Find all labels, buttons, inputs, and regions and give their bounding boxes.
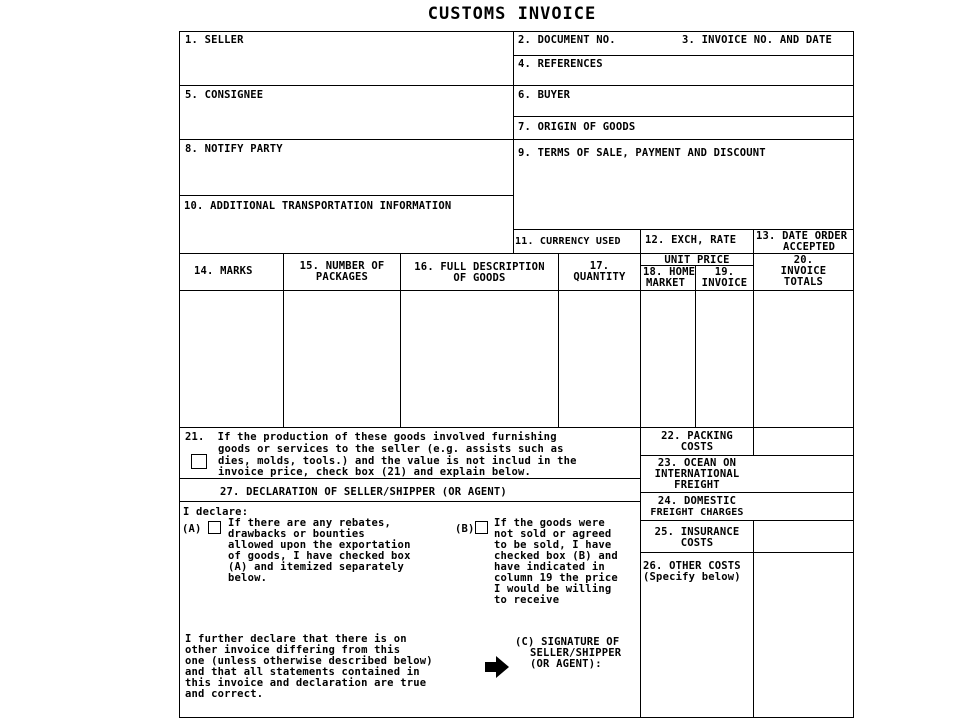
packages-header: 15. NUMBER OF — [299, 260, 385, 272]
option-a-line: of goods, I have checked box — [228, 550, 411, 562]
box21-line1: 21. If the production of these goods involved furnishing — [185, 431, 557, 443]
further-declare-line: and that all statements contained in — [185, 666, 420, 678]
further-declare-line: other invoice differing from this — [185, 644, 401, 656]
option-b-line: If the goods were — [494, 517, 605, 529]
date-order-accepted-label: ACCEPTED — [783, 241, 836, 253]
ocean-freight-label-2: INTERNATIONAL — [654, 468, 740, 480]
description-header: 16. FULL DESCRIPTION — [414, 261, 545, 273]
additional-transport-label: 10. ADDITIONAL TRANSPORTATION INFORMATION — [184, 200, 452, 212]
totals-header-2: INVOICE — [780, 265, 827, 277]
totals-header-3: TOTALS — [783, 276, 824, 288]
box21-checkbox[interactable] — [191, 454, 207, 469]
signature-label-2: SELLER/SHIPPER — [530, 647, 622, 659]
seller-label: 1. SELLER — [185, 34, 244, 46]
box21-line3: dies, molds, tools.) and the value is not includ in the — [218, 455, 577, 467]
option-b-checkbox[interactable] — [475, 521, 488, 534]
option-b-line: checked box (B) and — [494, 550, 618, 562]
further-declare-line: I further declare that there is on — [185, 633, 407, 645]
quantity-header: 17. — [589, 260, 610, 272]
option-a-line: allowed upon the exportation — [228, 539, 411, 551]
document-no-label: 2. DOCUMENT NO. — [518, 34, 616, 46]
consignee-label: 5. CONSIGNEE — [185, 89, 264, 101]
option-b-label: (B) — [455, 523, 475, 535]
option-a-line: If there are any rebates, — [228, 517, 392, 529]
terms-label: 9. TERMS OF SALE, PAYMENT AND DISCOUNT — [518, 147, 766, 159]
packages-header-2: PACKAGES — [315, 271, 369, 283]
totals-header: 20. — [793, 254, 814, 266]
box21-line2: goods or services to the seller (e.g. assists such as — [218, 443, 564, 455]
further-declare-line: this invoice and declaration are true — [185, 677, 427, 689]
marks-header: 14. MARKS — [194, 265, 253, 277]
origin-label: 7. ORIGIN OF GOODS — [518, 121, 636, 133]
other-costs-label-2: (Specify below) — [643, 571, 741, 583]
option-b-line: not sold or agreed — [494, 528, 612, 540]
home-market-header: 18. HOME — [643, 266, 696, 278]
home-market-header-2: MARKET — [646, 277, 686, 289]
currency-label: 11. CURRENCY USED — [515, 236, 621, 247]
quantity-header-2: QUANTITY — [573, 271, 626, 283]
exch-rate-label: 12. EXCH, RATE — [645, 234, 737, 246]
form-title: CUSTOMS INVOICE — [427, 4, 597, 24]
description-header-2: OF GOODS — [453, 272, 506, 284]
further-declare-line: and correct. — [185, 688, 264, 700]
option-b-line: to receive — [494, 594, 560, 606]
i-declare-label: I declare: — [183, 506, 249, 518]
notify-party-label: 8. NOTIFY PARTY — [185, 143, 283, 155]
option-b-line: column 19 the price — [494, 572, 618, 584]
signature-label-3: (OR AGENT): — [530, 658, 602, 670]
option-a-line: (A) and itemized separately — [228, 561, 405, 573]
option-b-line: to be sold, I have — [494, 539, 612, 551]
other-costs-label: 26. OTHER COSTS — [643, 560, 741, 572]
option-a-line: below. — [228, 572, 268, 584]
option-a-label: (A) — [182, 523, 202, 535]
signature-label: (C) SIGNATURE OF — [515, 636, 620, 648]
invoice-header: 19. — [714, 266, 735, 278]
option-a-line: drawbacks or bounties — [228, 528, 365, 540]
packing-costs-label: 22. PACKING — [661, 430, 733, 442]
references-label: 4. REFERENCES — [518, 58, 603, 70]
invoice-no-date-label: 3. INVOICE NO. AND DATE — [682, 34, 832, 46]
packing-costs-label-2: COSTS — [680, 441, 714, 453]
arrow-right-icon — [485, 656, 509, 678]
ocean-freight-label-3: FREIGHT — [674, 479, 720, 491]
box21-line4: invoice price, check box (21) and explain below. — [218, 466, 532, 478]
insurance-costs-label: 25. INSURANCE — [654, 526, 740, 538]
declaration-heading: 27. DECLARATION OF SELLER/SHIPPER (OR AGENT) — [220, 486, 507, 498]
further-declare-line: one (unless otherwise described below) — [185, 655, 433, 667]
insurance-costs-label-2: COSTS — [680, 537, 714, 549]
unit-price-header: UNIT PRICE — [664, 254, 730, 266]
domestic-freight-label-2: FREIGHT CHARGES — [650, 507, 744, 518]
date-order-label: 13. DATE ORDER — [756, 230, 848, 242]
buyer-label: 6. BUYER — [518, 89, 571, 101]
option-a-checkbox[interactable] — [208, 521, 221, 534]
ocean-freight-label: 23. OCEAN ON — [657, 457, 737, 469]
domestic-freight-label: 24. DOMESTIC — [657, 495, 737, 507]
option-b-line: I would be willing — [494, 583, 612, 595]
option-b-line: have indicated in — [494, 561, 605, 573]
invoice-header-2: INVOICE — [701, 277, 748, 289]
